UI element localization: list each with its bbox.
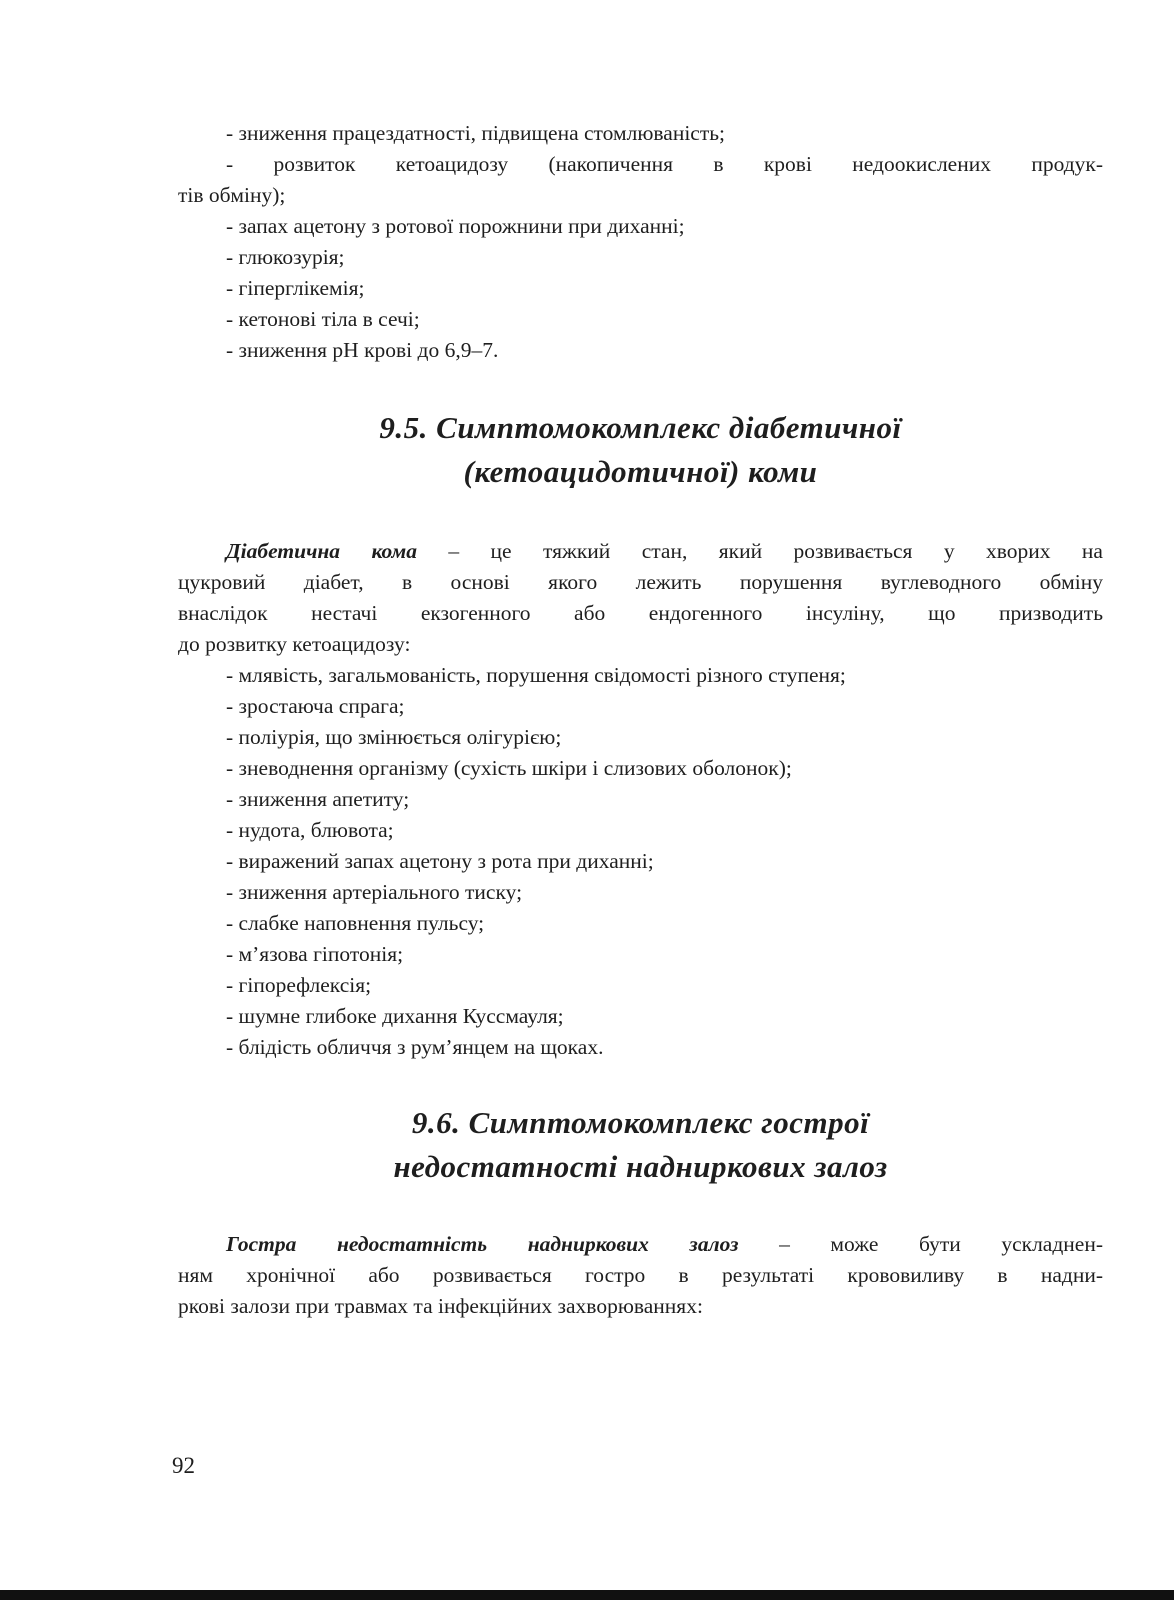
symptom-item: - млявість, загальмованість, порушення свідомості різного ступеня; <box>226 663 846 687</box>
page-number: 92 <box>172 1453 195 1478</box>
spacer <box>178 1063 1103 1101</box>
definition-paragraph-line: цукровий діабет, в основі якого лежить порушення вуглеводного обміну <box>178 570 1103 594</box>
definition-paragraph-line: ням хронічної або розвивається гостро в результаті крововиливу в надни- <box>178 1263 1103 1287</box>
definition-paragraph-line: ркові залози при травмах та інфекційних захворюваннях: <box>178 1294 703 1318</box>
list-item: - розвиток кетоацидозу (накопичення в крові недоокислених продук- <box>226 152 1103 176</box>
definition-term: Діабетична кома <box>226 539 417 563</box>
symptom-item: - гіпорефлексія; <box>226 973 372 997</box>
symptom-item: - слабке наповнення пульсу; <box>226 911 485 935</box>
symptom-item: - зниження артеріального тиску; <box>226 880 523 904</box>
list-item: - зниження працездатності, підвищена стомлюваність; <box>226 121 726 145</box>
list-item: - запах ацетону з ротової порожнини при диханні; <box>226 214 685 238</box>
symptom-item: - зростаюча спрага; <box>226 694 405 718</box>
section-heading-9-5-line-2: (кетоацидотичної) коми <box>463 454 818 489</box>
spacer <box>178 1189 1103 1229</box>
list-item: - кетонові тіла в сечі; <box>226 307 420 331</box>
symptom-item: - зневоднення організму (сухість шкіри і слизових оболонок); <box>226 756 792 780</box>
spacer <box>178 494 1103 536</box>
definition-text: – може бути ускладнен- <box>738 1232 1103 1256</box>
scan-edge-shadow <box>0 1590 1174 1600</box>
definition-paragraph-line <box>178 536 1103 567</box>
definition-text: – це тяжкий стан, який розвивається у хворих на <box>416 539 1103 563</box>
definition-term: Гостра недостатність надниркових залоз <box>226 1232 739 1256</box>
symptom-item: - м’язова гіпотонія; <box>226 942 404 966</box>
definition-paragraph-line: внаслідок нестачі екзогенного або ендогенного інсуліну, що призводить <box>178 601 1103 625</box>
spacer <box>178 366 1103 406</box>
list-item: - зниження pH крові до 6,9–7. <box>226 338 499 362</box>
list-item: - глюкозурія; <box>226 245 345 269</box>
section-heading-9-6-line-1: 9.6. Симптомокомплекс гострої <box>411 1105 870 1140</box>
symptom-item: - поліурія, що змінюється олігурією; <box>226 725 562 749</box>
definition-paragraph-line <box>178 1229 1103 1260</box>
symptom-item: - шумне глибоке дихання Куссмауля; <box>226 1004 564 1028</box>
section-heading-9-6-line-2: недостатності надниркових залоз <box>393 1149 888 1184</box>
section-heading-9-5-line-1: 9.5. Симптомокомплекс діабетичної <box>379 410 902 445</box>
page-content <box>178 118 1103 1322</box>
symptom-item: - виражений запах ацетону з рота при диханні; <box>226 849 654 873</box>
symptom-item: - нудота, блювота; <box>226 818 394 842</box>
symptom-item: - блідість обличчя з рум’янцем на щоках. <box>226 1035 604 1059</box>
list-item: - гіперглікемія; <box>226 276 365 300</box>
list-item-continuation: тів обміну); <box>178 183 286 207</box>
definition-paragraph-line: до розвитку кетоацидозу: <box>178 632 411 656</box>
symptom-item: - зниження апетиту; <box>226 787 410 811</box>
